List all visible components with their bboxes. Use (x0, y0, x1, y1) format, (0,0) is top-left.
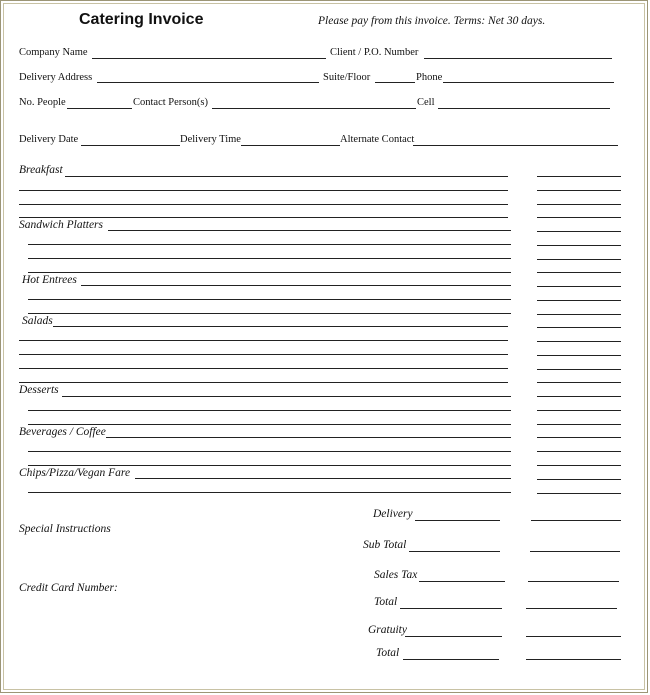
delivery-time-label: Delivery Time (180, 134, 241, 145)
sub-total-label: Sub Total (363, 539, 407, 551)
price-line[interactable] (537, 465, 621, 466)
price-line[interactable] (537, 217, 621, 218)
phone-label: Phone (416, 72, 443, 83)
price-line[interactable] (537, 231, 621, 232)
price-line[interactable] (537, 382, 621, 383)
price-line[interactable] (537, 190, 621, 191)
invoice-title: Catering Invoice (79, 11, 204, 28)
price-line[interactable] (537, 204, 621, 205)
price-line[interactable] (537, 341, 621, 342)
price-line[interactable] (537, 437, 621, 438)
beverages-line[interactable] (28, 451, 511, 452)
price-line[interactable] (537, 259, 621, 260)
contact-persons-field[interactable] (212, 108, 416, 109)
price-line[interactable] (537, 493, 621, 494)
delivery-total-field[interactable] (415, 520, 500, 521)
sandwich-platters-line[interactable] (108, 230, 511, 231)
desserts-line[interactable] (62, 396, 511, 397)
price-line[interactable] (537, 355, 621, 356)
breakfast-line[interactable] (65, 176, 508, 177)
chips-line[interactable] (28, 492, 511, 493)
desserts-line[interactable] (28, 424, 511, 425)
delivery-address-label: Delivery Address (19, 72, 93, 83)
delivery-date-label: Delivery Date (19, 134, 79, 145)
breakfast-line[interactable] (19, 190, 508, 191)
hot-entrees-line[interactable] (81, 285, 511, 286)
breakfast-line[interactable] (19, 204, 508, 205)
price-line[interactable] (537, 314, 621, 315)
price-line[interactable] (537, 424, 621, 425)
salads-line[interactable] (53, 326, 508, 327)
total-label: Total (374, 596, 398, 608)
client-po-label: Client / P.O. Number (330, 47, 419, 58)
salads-line[interactable] (19, 382, 508, 383)
alternate-contact-field[interactable] (413, 145, 618, 146)
delivery-date-field[interactable] (81, 145, 180, 146)
no-people-field[interactable] (67, 108, 132, 109)
chips-line[interactable] (135, 478, 511, 479)
price-line[interactable] (537, 369, 621, 370)
credit-card-label: Credit Card Number: (19, 582, 118, 594)
cell-label: Cell (417, 97, 435, 108)
hot-entrees-line[interactable] (28, 313, 511, 314)
alternate-contact-label: Alternate Contact (340, 134, 415, 145)
company-name-field[interactable] (92, 58, 326, 59)
gratuity-field[interactable] (405, 636, 502, 637)
sub-total-field[interactable] (409, 551, 500, 552)
sandwich-platters-line[interactable] (28, 272, 511, 273)
cell-field[interactable] (438, 108, 610, 109)
chips-section-label: Chips/Pizza/Vegan Fare (19, 467, 131, 479)
price-line[interactable] (537, 286, 621, 287)
grand-total-amount-line[interactable] (526, 659, 621, 660)
price-line[interactable] (537, 176, 621, 177)
special-instructions-label: Special Instructions (19, 523, 111, 535)
payment-terms: Please pay from this invoice. Terms: Net 30 days. (318, 15, 546, 27)
no-people-label: No. People (19, 97, 66, 108)
sandwich-platters-section-label: Sandwich Platters (19, 219, 104, 231)
price-line[interactable] (537, 327, 621, 328)
price-line[interactable] (537, 410, 621, 411)
gratuity-label: Gratuity (368, 624, 407, 636)
salads-line[interactable] (19, 354, 508, 355)
beverages-line[interactable] (28, 465, 511, 466)
salads-section-label: Salads (22, 315, 53, 327)
gratuity-amount-line[interactable] (526, 636, 621, 637)
hot-entrees-section-label: Hot Entrees (22, 274, 77, 286)
sales-tax-amount-line[interactable] (528, 581, 619, 582)
delivery-total-label: Delivery (373, 508, 413, 520)
price-line[interactable] (537, 396, 621, 397)
sales-tax-label: Sales Tax (374, 569, 418, 581)
grand-total-field[interactable] (403, 659, 499, 660)
hot-entrees-line[interactable] (28, 299, 511, 300)
suite-floor-field[interactable] (375, 82, 415, 83)
salads-line[interactable] (19, 368, 508, 369)
sales-tax-field[interactable] (419, 581, 505, 582)
sandwich-platters-line[interactable] (28, 258, 511, 259)
client-po-field[interactable] (424, 58, 612, 59)
phone-field[interactable] (443, 82, 614, 83)
company-name-label: Company Name (19, 47, 88, 58)
price-line[interactable] (537, 451, 621, 452)
suite-floor-label: Suite/Floor (323, 72, 371, 83)
price-line[interactable] (537, 479, 621, 480)
grand-total-label: Total (376, 647, 400, 659)
beverages-section-label: Beverages / Coffee (19, 426, 106, 438)
price-line[interactable] (537, 245, 621, 246)
breakfast-section-label: Breakfast (19, 164, 63, 176)
desserts-section-label: Desserts (19, 384, 59, 396)
sub-total-amount-line[interactable] (530, 551, 620, 552)
delivery-time-field[interactable] (241, 145, 340, 146)
delivery-address-field[interactable] (97, 82, 319, 83)
price-line[interactable] (537, 300, 621, 301)
sandwich-platters-line[interactable] (28, 244, 511, 245)
beverages-line[interactable] (106, 437, 511, 438)
price-line[interactable] (537, 272, 621, 273)
breakfast-line[interactable] (19, 217, 508, 218)
desserts-line[interactable] (28, 410, 511, 411)
salads-line[interactable] (19, 340, 508, 341)
contact-persons-label: Contact Person(s) (133, 97, 208, 108)
delivery-amount-line[interactable] (531, 520, 621, 521)
total-amount-line[interactable] (526, 608, 617, 609)
total-field[interactable] (400, 608, 502, 609)
